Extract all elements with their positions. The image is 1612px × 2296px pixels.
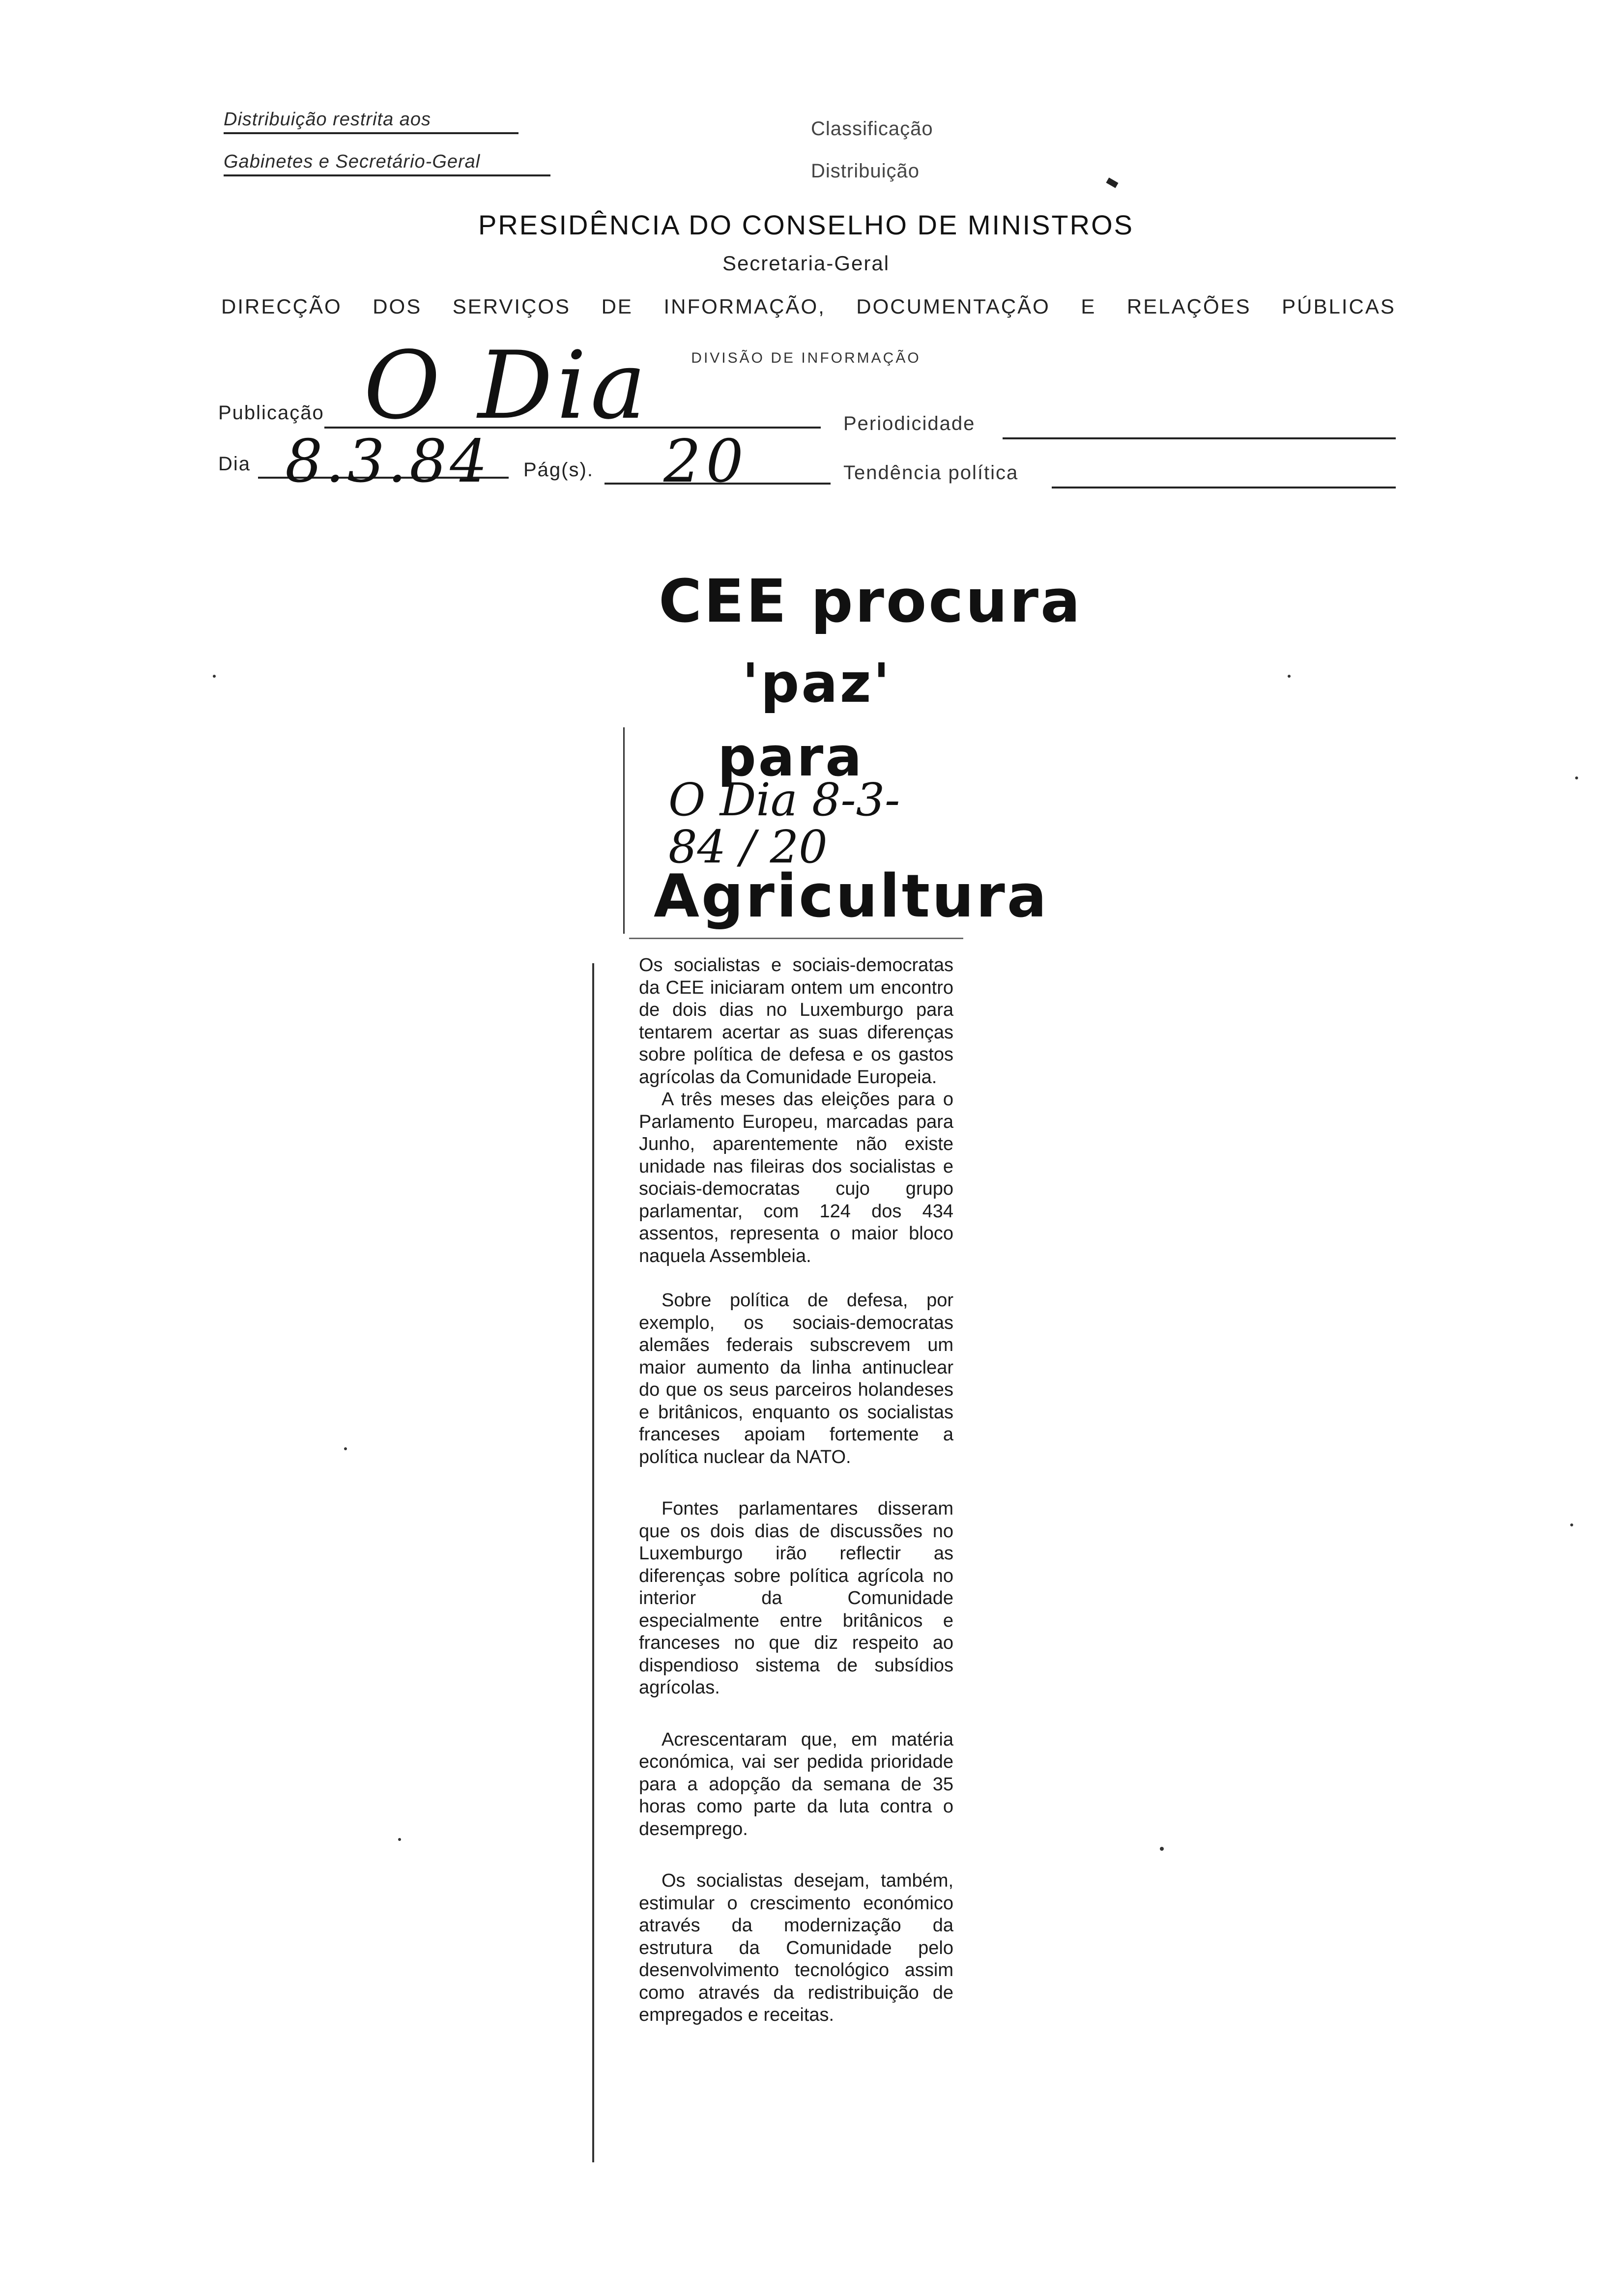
scan-speck (1160, 1847, 1164, 1851)
direccao-word: INFORMAÇÃO, (663, 295, 826, 318)
direccao-line (221, 295, 1396, 318)
direccao-word: DOCUMENTAÇÃO (856, 295, 1050, 318)
direccao-word: DIRECÇÃO (221, 295, 342, 318)
tendencia-line (1052, 487, 1396, 488)
article-paragraph: Sobre política de defesa, por exemplo, os sociais-democratas alemães federais subscrevem um maior aumento da linha antinuclear do que os seus parceiros holandeses e britânicos, enquanto os socialistas franceses apoiam fortemente a política nuclear da NATO. (639, 1290, 953, 1467)
clipping-left-border (623, 727, 625, 934)
headline-line: CEE procura (659, 568, 1083, 636)
tick-mark-icon (1106, 177, 1118, 188)
direccao-word: DE (601, 295, 633, 318)
publicacao-handwritten: O Dia (364, 331, 650, 440)
scan-speck (1575, 776, 1578, 779)
periodicidade-line (1003, 437, 1396, 439)
tendencia-label: Tendência política (843, 462, 1019, 484)
clipping-left-border (592, 963, 594, 2162)
article-paragraph: Fontes parlamentares disseram que os dois dias de discussões no Luxemburgo irão reflectir as diferenças sobre política agrícola no interior da Comunidade especialmente entre britânicos e franceses no que diz respeito ao dispendioso sistema de subsídios agrícolas. (639, 1498, 953, 1698)
headline-underrule (629, 938, 963, 939)
article-body (639, 954, 953, 2027)
direccao-word: PÚBLICAS (1282, 295, 1396, 318)
article-paragraph: Os socialistas desejam, também, estimular o crescimento económico através da modernização da estrutura da Comunidade pelo desenvolvimento tecnológico assim como através da redistribuição de empregados e receitas. (639, 1870, 953, 2025)
periodicidade-label: Periodicidade (843, 413, 976, 434)
org-title: PRESIDÊNCIA DO CONSELHO DE MINISTROS (478, 209, 1134, 240)
headline-line: 'paz' (742, 652, 892, 715)
scan-speck (344, 1447, 347, 1450)
article-paragraph: Os socialistas e sociais-democratas da CEE iniciaram ontem um encontro de dois dias no Luxemburgo para tentarem acertar as suas diferenças sobre política de defesa e os gastos agrícolas da Comunidade Europeia. (639, 955, 953, 1088)
divisao-informacao: DIVISÃO DE INFORMAÇÃO (691, 350, 921, 366)
pags-handwritten: 20 (663, 428, 748, 496)
publicacao-label: Publicação (218, 402, 324, 424)
direccao-word: E (1081, 295, 1096, 318)
article-paragraph: A três meses das eleições para o Parlamento Europeu, marcadas para Junho, aparentemente não existe unidade nas fileiras dos socialistas e sociais-democratas cujo grupo parlamentar, com 124 dos 434 assentos, representa o maior bloco naquela Assembleia. (639, 1089, 953, 1266)
distribution-notice-line1: Distribuição restrita aos (224, 109, 518, 134)
direccao-word: RELAÇÕES (1126, 295, 1251, 318)
scan-speck (1288, 675, 1291, 678)
headline-line: Agricultura (654, 862, 1049, 931)
scan-speck (1570, 1523, 1573, 1526)
direccao-word: SERVIÇOS (452, 295, 571, 318)
scan-speck (398, 1838, 401, 1841)
distribution-notice-line2: Gabinetes e Secretário-Geral (224, 151, 550, 176)
handwritten-note: O Dia 8-3-84 / 20 (668, 774, 900, 873)
headline-line: para (718, 725, 864, 788)
distribuicao-label: Distribuição (811, 160, 920, 182)
classificacao-label: Classificação (811, 118, 933, 140)
secretaria-geral: Secretaria-Geral (722, 252, 890, 275)
dia-handwritten: 8.3.84 (285, 428, 490, 496)
article-paragraph: Acrescentaram que, em matéria económica, vai ser pedida prioridade para a adopção da semana de 35 horas como parte da luta contra o desemprego. (639, 1729, 953, 1839)
scan-speck (213, 675, 216, 678)
pags-label: Pág(s). (523, 459, 594, 481)
dia-label: Dia (218, 453, 251, 475)
direccao-word: DOS (373, 295, 422, 318)
